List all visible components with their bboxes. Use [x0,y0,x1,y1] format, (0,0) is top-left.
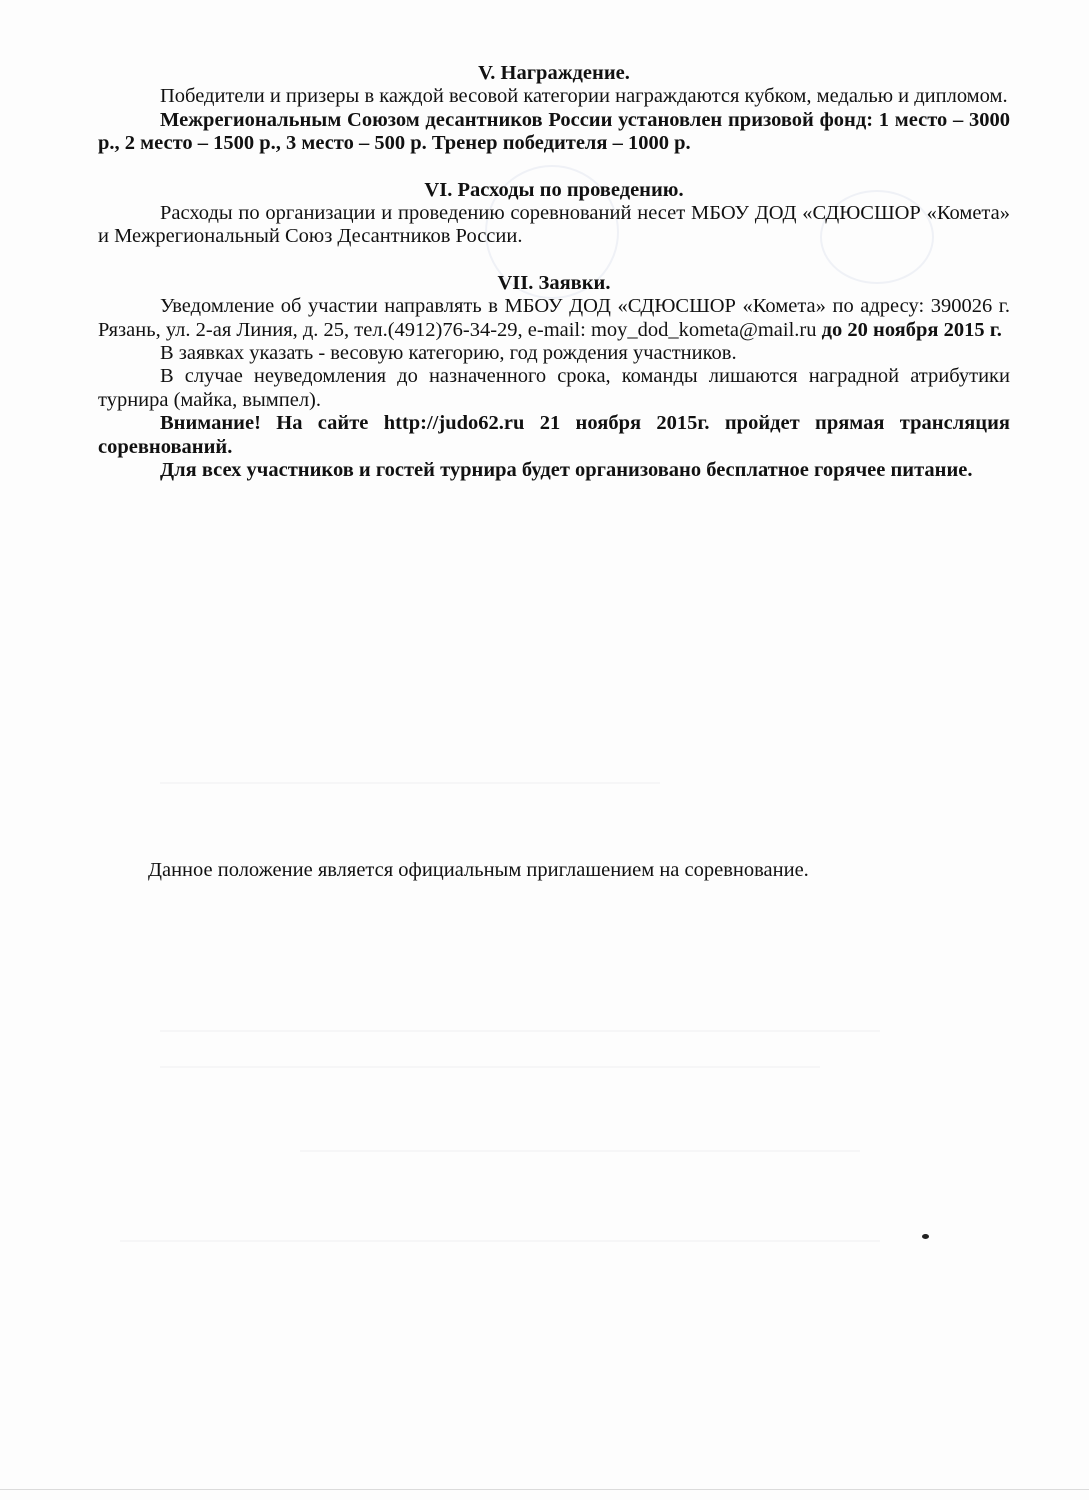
document-body [98,62,1010,483]
reverse-text-show-through [160,1030,880,1032]
reverse-text-show-through [300,1150,860,1152]
section-7-paragraph-2: В заявках указать - весовую категорию, год рождения участников. [160,342,737,365]
section-7-broadcast-notice: Внимание! На сайте http://judo62.ru 21 ноября 2015г. пройдет прямая трансляция соревнований. [98,412,1010,458]
ink-speck [922,1234,929,1239]
section-5-heading: V. Награждение. [478,62,630,84]
reverse-text-show-through [160,1066,820,1068]
closing-note: Данное положение является официальным приглашением на соревнование. [148,859,809,881]
section-5-paragraph-1: Победители и призеры в каждой весовой категории награждаются кубком, медалью и дипломом. [160,85,1008,108]
section-7-meals-notice: Для всех участников и гостей турнира будет организовано бесплатное горячее питание. [160,459,973,482]
section-7-paragraph-3: В случае неуведомления до назначенного срока, команды лишаются наградной атрибутики турнира (майка, вымпел). [98,365,1010,411]
section-7-paragraph-1 [98,295,1010,342]
reverse-text-show-through [160,782,660,784]
section-6-paragraph-1: Расходы по организации и проведению соревнований несет МБОУ ДОД «СДЮСШОР «Комета» и Межрегиональный Союз Десантников России. [98,202,1010,248]
application-deadline: до 20 ноября 2015 г. [821,318,1002,341]
page-edge-line [0,1489,1089,1490]
section-6-heading: VI. Расходы по проведению. [424,178,684,201]
reverse-text-show-through [120,1240,880,1242]
application-address-text: Уведомление об участии направлять в МБОУ ДОД «СДЮСШОР «Комета» по адресу: 390026 г. Рязань, ул. 2-ая Линия, д. 25, тел.(4912)76-34-29, e-mail: moy_dod_kometa@mail.ru [98,295,1010,341]
section-7-heading: VII. Заявки. [497,271,611,294]
section-5-prize-fund: Межрегиональным Союзом десантников России установлен призовой фонд: 1 место – 3000 р., 2 место – 1500 р., 3 место – 500 р. Тренер победителя – 1000 р. [98,108,1010,155]
